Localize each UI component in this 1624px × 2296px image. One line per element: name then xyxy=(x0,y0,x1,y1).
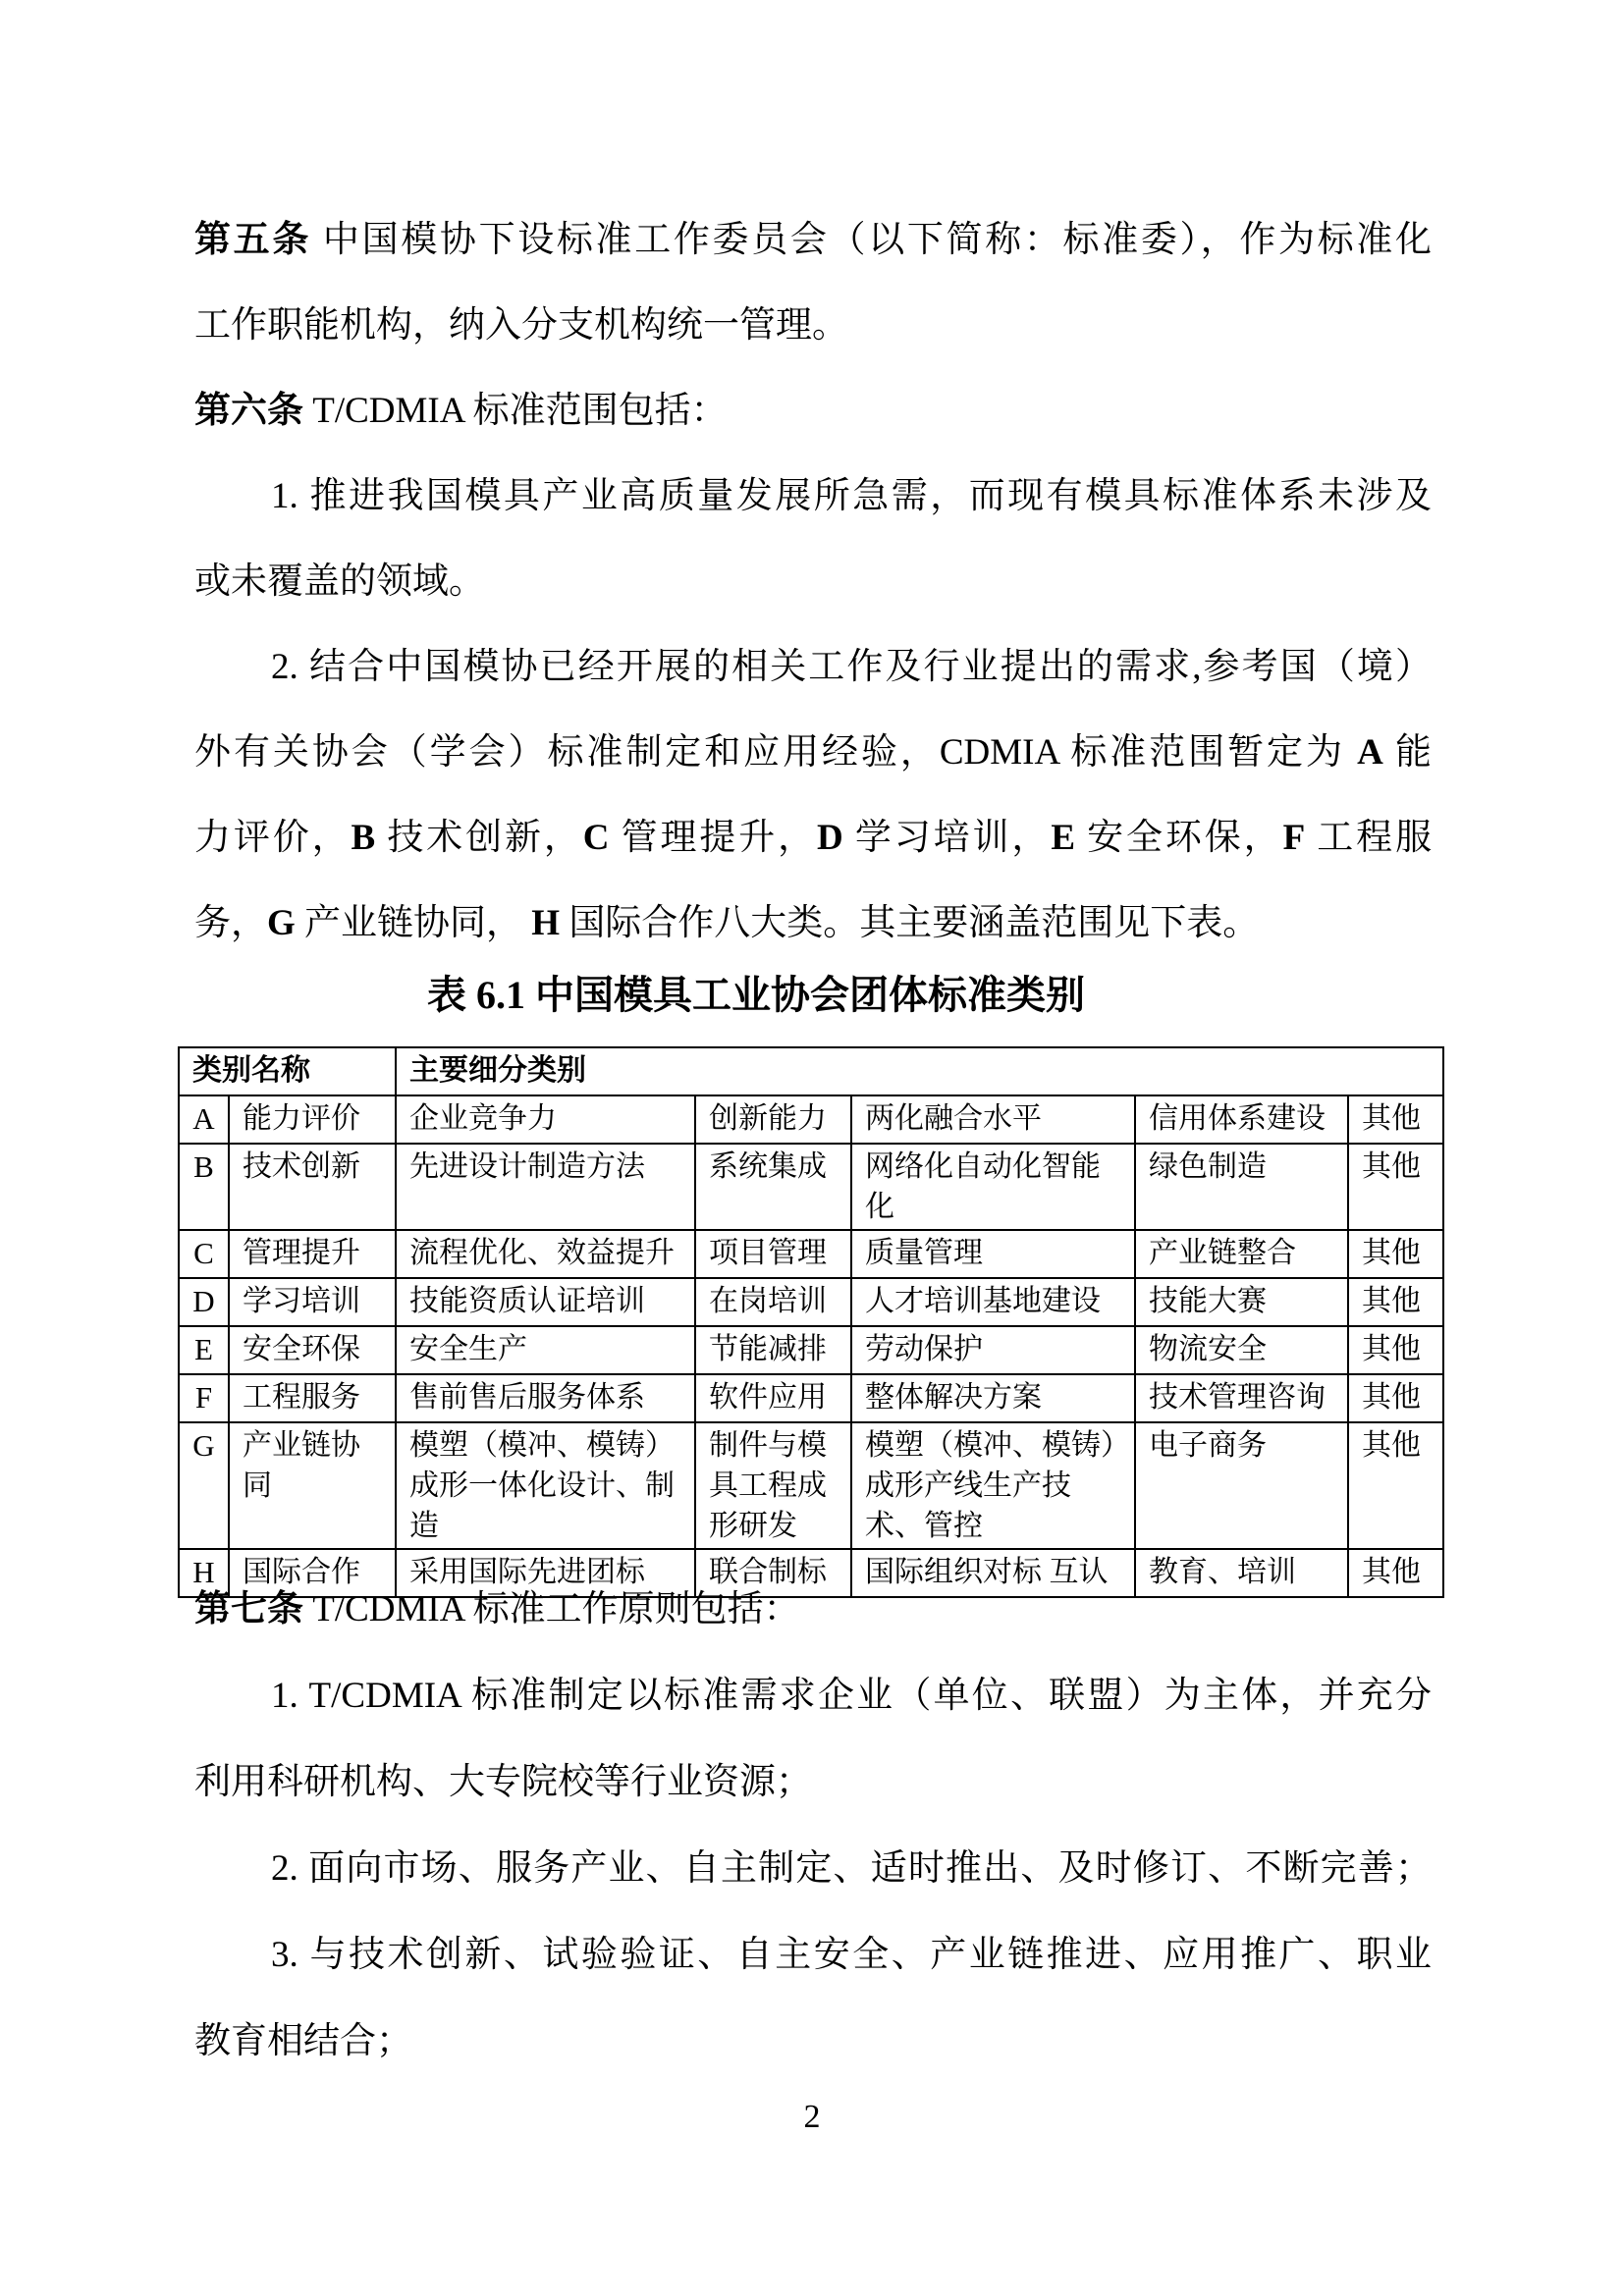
table-cell: 其他 xyxy=(1348,1095,1443,1144)
table-cell: 两化融合水平 xyxy=(851,1095,1135,1144)
text-line xyxy=(194,795,1432,881)
bold-text-segment: H xyxy=(531,903,561,943)
body-text-bottom xyxy=(194,1567,1432,2085)
text-line xyxy=(194,197,1432,283)
row-category-name: 产业链协同 xyxy=(229,1422,396,1549)
bold-text-segment: C xyxy=(582,818,610,858)
table-cell: 物流安全 xyxy=(1135,1326,1348,1374)
table-row xyxy=(179,1326,1443,1374)
table-cell: 绿色制造 xyxy=(1135,1144,1348,1230)
page-number: 2 xyxy=(803,2099,821,2135)
table-cell: 教育、培训 xyxy=(1135,1549,1348,1597)
text-line xyxy=(194,1739,1432,1826)
table-cell: 整体解决方案 xyxy=(851,1374,1135,1422)
table-cell: 技术管理咨询 xyxy=(1135,1374,1348,1422)
row-letter: D xyxy=(179,1278,229,1326)
bold-text-segment: B xyxy=(351,818,376,858)
text-line xyxy=(194,1826,1432,1912)
row-category-name: 工程服务 xyxy=(229,1374,396,1422)
table-cell: 采用国际先进团标 xyxy=(396,1549,695,1597)
text-segment: 能 xyxy=(1382,732,1433,773)
text-segment: 学习培训， xyxy=(842,818,1052,858)
table-row xyxy=(179,1230,1443,1278)
text-segment: 国际合作八大类。其主要涵盖范围见下表。 xyxy=(560,903,1260,943)
text-line xyxy=(194,1912,1432,1999)
row-letter: C xyxy=(179,1230,229,1278)
text-segment: 安全环保， xyxy=(1075,818,1283,858)
standards-category-table xyxy=(178,1046,1444,1598)
text-segment: 3. 与技术创新、试验验证、自主安全、产业链推进、应用推广、职业 xyxy=(271,1935,1432,1975)
row-category-name: 技术创新 xyxy=(229,1144,396,1230)
table-header-row xyxy=(179,1047,1443,1095)
text-segment: 教育相结合； xyxy=(194,2021,412,2061)
row-letter: F xyxy=(179,1374,229,1422)
text-segment: 产业链协同， xyxy=(295,903,532,943)
table-cell: 系统集成 xyxy=(695,1144,851,1230)
row-category-name: 管理提升 xyxy=(229,1230,396,1278)
bold-text-segment: A xyxy=(1357,732,1383,773)
table-cell: 信用体系建设 xyxy=(1135,1095,1348,1144)
table-cell: 质量管理 xyxy=(851,1230,1135,1278)
table-cell: 其他 xyxy=(1348,1326,1443,1374)
bold-text-segment: 第五条 xyxy=(194,220,311,260)
text-line xyxy=(194,881,1432,966)
table-cell: 售前售后服务体系 xyxy=(396,1374,695,1422)
row-letter: E xyxy=(179,1326,229,1374)
table-cell: 节能减排 xyxy=(695,1326,851,1374)
text-line xyxy=(194,283,1432,368)
text-segment: T/CDMIA 标准范围包括： xyxy=(303,391,728,431)
table-cell: 企业竞争力 xyxy=(396,1095,695,1144)
row-category-name: 国际合作 xyxy=(229,1549,396,1597)
text-line xyxy=(194,1567,1432,1653)
text-segment: 务， xyxy=(194,903,267,943)
table-cell: 技能大赛 xyxy=(1135,1278,1348,1326)
table-cell: 产业链整合 xyxy=(1135,1230,1348,1278)
row-letter: G xyxy=(179,1422,229,1549)
text-line xyxy=(194,1653,1432,1739)
table-row xyxy=(179,1095,1443,1144)
bold-text-segment: 第六条 xyxy=(194,391,303,431)
table-cell: 在岗培训 xyxy=(695,1278,851,1326)
table-cell: 国际组织对标 互认 xyxy=(851,1549,1135,1597)
table-row xyxy=(179,1374,1443,1422)
text-segment: 外有关协会（学会）标准制定和应用经验，CDMIA 标准范围暂定为 xyxy=(194,732,1358,773)
text-segment: 力评价， xyxy=(194,818,352,858)
bold-text-segment: F xyxy=(1282,818,1306,858)
row-letter: H xyxy=(179,1549,229,1597)
text-line xyxy=(194,1999,1432,2085)
row-category-name: 学习培训 xyxy=(229,1278,396,1326)
text-segment: 中国模协下设标准工作委员会（以下简称：标准委），作为标准化 xyxy=(311,220,1433,260)
text-segment: 2. 结合中国模协已经开展的相关工作及行业提出的需求,参考国（境） xyxy=(271,647,1432,687)
body-text-top xyxy=(194,197,1432,966)
row-letter: B xyxy=(179,1144,229,1230)
bold-text-segment: E xyxy=(1051,818,1076,858)
row-letter: A xyxy=(179,1095,229,1144)
table-cell: 流程优化、效益提升 xyxy=(396,1230,695,1278)
table-cell: 其他 xyxy=(1348,1549,1443,1597)
row-category-name: 能力评价 xyxy=(229,1095,396,1144)
text-segment: T/CDMIA 标准工作原则包括： xyxy=(303,1589,800,1629)
table-cell: 电子商务 xyxy=(1135,1422,1348,1549)
table-cell: 其他 xyxy=(1348,1374,1443,1422)
table-cell: 技能资质认证培训 xyxy=(396,1278,695,1326)
bold-text-segment: D xyxy=(817,818,843,858)
text-segment: 工程服 xyxy=(1305,818,1433,858)
table-row xyxy=(179,1144,1443,1230)
table-cell: 联合制标 xyxy=(695,1549,851,1597)
table-cell: 软件应用 xyxy=(695,1374,851,1422)
table-cell: 制件与模具工程成形研发 xyxy=(695,1422,851,1549)
table-cell: 先进设计制造方法 xyxy=(396,1144,695,1230)
bold-text-segment: 第七条 xyxy=(194,1589,303,1629)
table-cell: 安全生产 xyxy=(396,1326,695,1374)
text-line xyxy=(194,539,1432,624)
table-cell: 其他 xyxy=(1348,1144,1443,1230)
text-segment: 管理提升， xyxy=(609,818,818,858)
table-cell: 项目管理 xyxy=(695,1230,851,1278)
table-header-category-name: 类别名称 xyxy=(179,1047,396,1095)
table-cell: 模塑（模冲、模铸）成形一体化设计、制造 xyxy=(396,1422,695,1549)
table-cell: 其他 xyxy=(1348,1278,1443,1326)
table-row xyxy=(179,1278,1443,1326)
text-line xyxy=(194,624,1432,710)
text-line xyxy=(194,454,1432,539)
table-cell: 创新能力 xyxy=(695,1095,851,1144)
table-cell: 其他 xyxy=(1348,1422,1443,1549)
table-header-subcategories: 主要细分类别 xyxy=(396,1047,1443,1095)
table-title: 表 6.1 中国模具工业协会团体标准类别 xyxy=(427,973,1085,1017)
text-line xyxy=(194,368,1432,454)
text-line xyxy=(194,710,1432,795)
text-segment: 1. T/CDMIA 标准制定以标准需求企业（单位、联盟）为主体，并充分 xyxy=(271,1676,1432,1716)
text-segment: 2. 面向市场、服务产业、自主制定、适时推出、及时修订、不断完善； xyxy=(271,1848,1432,1889)
row-category-name: 安全环保 xyxy=(229,1326,396,1374)
text-segment: 1. 推进我国模具产业高质量发展所急需，而现有模具标准体系未涉及 xyxy=(271,476,1432,516)
table-cell: 模塑（模冲、模铸）成形产线生产技术、管控 xyxy=(851,1422,1135,1549)
text-segment: 利用科研机构、大专院校等行业资源； xyxy=(194,1762,812,1802)
text-segment: 技术创新， xyxy=(375,818,583,858)
text-segment: 工作职能机构，纳入分支机构统一管理。 xyxy=(194,305,848,346)
table-cell: 人才培训基地建设 xyxy=(851,1278,1135,1326)
table-cell: 劳动保护 xyxy=(851,1326,1135,1374)
text-segment: 或未覆盖的领域。 xyxy=(194,561,485,602)
table-cell: 其他 xyxy=(1348,1230,1443,1278)
table-cell: 网络化自动化智能化 xyxy=(851,1144,1135,1230)
table-row xyxy=(179,1422,1443,1549)
bold-text-segment: G xyxy=(267,903,296,943)
